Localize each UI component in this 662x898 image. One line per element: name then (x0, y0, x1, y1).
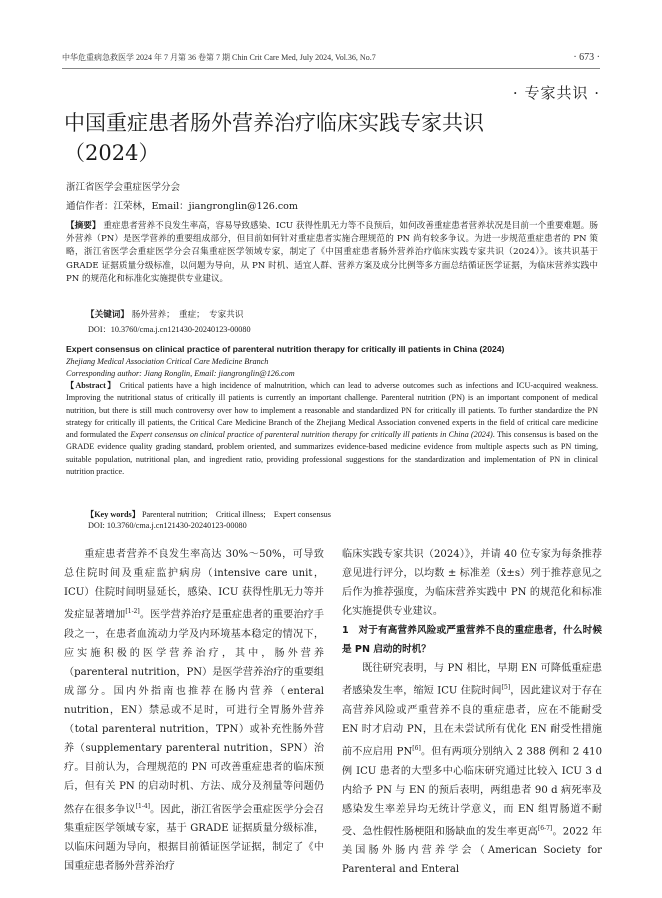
body-paragraph (64, 545, 324, 876)
body-text: 既往研究表明，与 PN 相比，早期 EN 可降低重症患者感染发生率，缩短 ICU 住院时间 (342, 663, 602, 697)
body-paragraph: 临床实践专家共识（2024）》，并请 40 位专家为每条推荐意见进行评分，以均数 ± 标准差（x̄±s）列于推荐意见之后作为推荐强度，为临床营养实践中 PN 的规范化和标准化实施提供专业建议。 (342, 549, 602, 618)
abstract-en-label: 【Abstract】 (66, 381, 117, 390)
keywords-en-label: 【Key words】 (86, 510, 140, 519)
abstract-cn-label: 【摘要】 (66, 221, 101, 231)
column-badge: · 专家共识 · (512, 84, 600, 102)
abstract-cn-text: 重症患者营养不良发生率高，容易导致感染、ICU 获得性肌无力等不良预后，如何改善重症患者营养状况是目前一个重要难题。肠外营养（PN）是医学营养的重要组成部分，但目前如何针对重症患者实施合理规范的 PN 尚有较多争议。为进一步规范重症患者的 PN 策略，浙江省医学会重症医学分会召集重症医学领域专家，制定了《中国重症患者肠外营养治疗临床实践专家共识（2024）》。该共识基于 GRADE 证据质量分级标准，以问题为导向，从 PN 时机、适宜人群、营养方案及成分比例等多方面总结循证医学证据，为临床营养实践中 PN 的规范化和标准化实施提供专业建议。 (66, 221, 598, 284)
citation-ref[interactable]: [6-7] (537, 824, 553, 832)
body-column-right (342, 545, 602, 879)
keywords-en (86, 509, 331, 520)
body-text: ，因此建议对于存在高营养风险或严重营养不良的重症患者，应在不能耐受 EN 时才启动 PN，且在未尝试所有优化 EN 耐受性措施前不应启用 PN (342, 685, 603, 758)
doi-cn: DOI：10.3760/cma.j.cn121430-20240123-00080 (88, 325, 251, 334)
journal-citation: 中华危重病急救医学 2024 年 7 月第 36 卷第 7 期 Chin Crit Care Med, July 2024, Vol.36, No.7 (62, 53, 376, 62)
body-text: 。2022 年美国肠外肠内营养学会（American Society for Parenteral and Enteral (342, 826, 603, 876)
citation-ref[interactable]: [6] (412, 745, 421, 753)
body-text: 重症患者营养不良发生率高达 30%～50%，可导致总住院时间及重症监护病房（intensive care unit，ICU）住院时间明显延长，感染、ICU 获得性肌无力等并发症显著增加 (64, 549, 324, 621)
body-text: 。但有两项分别纳入 2 388 例和 2 410 例 ICU 患者的大型多中心临床研究通过比较入 ICU 3 d 内给予 PN 与 EN 的预后表明，两组患者 90 d 病死率及感染发生率差异均无统计学意义，而 EN 组胃肠道不耐受、急性假性肠梗阻和肠缺血的发生率更高 (342, 746, 602, 838)
header-rule (62, 68, 600, 69)
article-title: 中国重症患者肠外营养治疗临床实践专家共识（2024） (64, 111, 484, 165)
english-corresponding: Corresponding author: Jiang Ronglin, Email: jiangronglin@126.com (66, 369, 295, 378)
keywords-cn (86, 308, 243, 320)
abstract-en-italic: Expert consensus on clinical practice of parenteral nutrition therapy for critically ill patients in China (2024) (130, 430, 493, 440)
body-text: 。因此，浙江省医学会重症医学分会召集重症医学领域专家，基于 GRADE 证据质量分级标准，以临床问题为导向，根据目前循证医学证据，制定了《中国重症患者肠外营养治疗 (64, 803, 325, 873)
citation-ref[interactable]: [1-4] (135, 802, 150, 810)
english-organization: Zhejiang Medical Association Critical Care Medicine Branch (66, 357, 269, 366)
citation-ref[interactable]: [1-2] (125, 608, 140, 616)
keywords-en-text: Parenteral nutrition; Critical illness; Expert consensus (141, 510, 331, 519)
keywords-cn-label: 【关键词】 (86, 310, 129, 320)
abstract-en-text-2: . This consensus is based on the GRADE evidence quality grading standard, problem oriented, and summarizes evidence-based medicine evidence from multiple aspects such as PN timing, suitable population, nutritional plan, and ingredient ratio, providing professional suggestions for the standardization and implementation of PN in clinical nutrition practice. (66, 430, 599, 477)
english-title: Expert consensus on clinical practice of parenteral nutrition therapy for critically ill patients in China (2024) (66, 344, 505, 354)
doi-en: DOI: 10.3760/cma.j.cn121430-20240123-00080 (88, 521, 247, 530)
body-text: 。医学营养治疗是重症患者的重要治疗手段之一，在患者血流动力学及内环境基本稳定的情况下，应实施积极的医学营养治疗，其中，肠外营养（parenteral nutrition，PN）是医学营养治疗的重要组成部分。国内外指南也推荐在肠内营养（enteral nutrition，EN）禁忌或不足时，可进行全胃肠外营养（total parenteral nutrition，TPN）或补充性肠外营养（supplementary parenteral nutrition，SPN）治疗。目前认为，合理规范的 PN 可改善重症患者的临床预后，但有关 PN 的启动时机、方法、成分及剂量等问题仍然存在很多争议 (64, 609, 325, 815)
running-head (62, 52, 600, 63)
corresponding-author: 通信作者：江荣林，Email：jiangronglin@126.com (66, 201, 298, 212)
abstract-en (66, 380, 598, 478)
citation-ref[interactable]: [5] (501, 684, 511, 692)
abstract-en-text-1: Critical patients have a high incidence of malnutrition, which can lead to adverse outcomes such as infections and ICU-acquired weakness. Improving the nutritional status of critically ill patients is currently an important challenge. Parenteral nutrition (PN) is an important component of medical nutrition, but there is still much controversy over how to implement a reasonable and standardized PN for critically ill patients. To further standardize the PN strategy for critically ill patients, the Critical Care Medicine Branch of the Zhejiang Medical Association convened experts in the field of critical care medicine and formulated the (66, 381, 599, 440)
body-paragraph (342, 659, 602, 879)
author-organization: 浙江省医学会重症医学分会 (66, 182, 181, 193)
page-number: · 673 · (573, 52, 600, 63)
section-heading: 1 对于有高营养风险或严重营养不良的重症患者，什么时候是 PN 启动的时机？ (342, 625, 602, 656)
body-column-left (64, 545, 324, 876)
keywords-cn-text: 肠外营养； 重症； 专家共识 (131, 310, 244, 320)
abstract-cn (66, 220, 598, 286)
